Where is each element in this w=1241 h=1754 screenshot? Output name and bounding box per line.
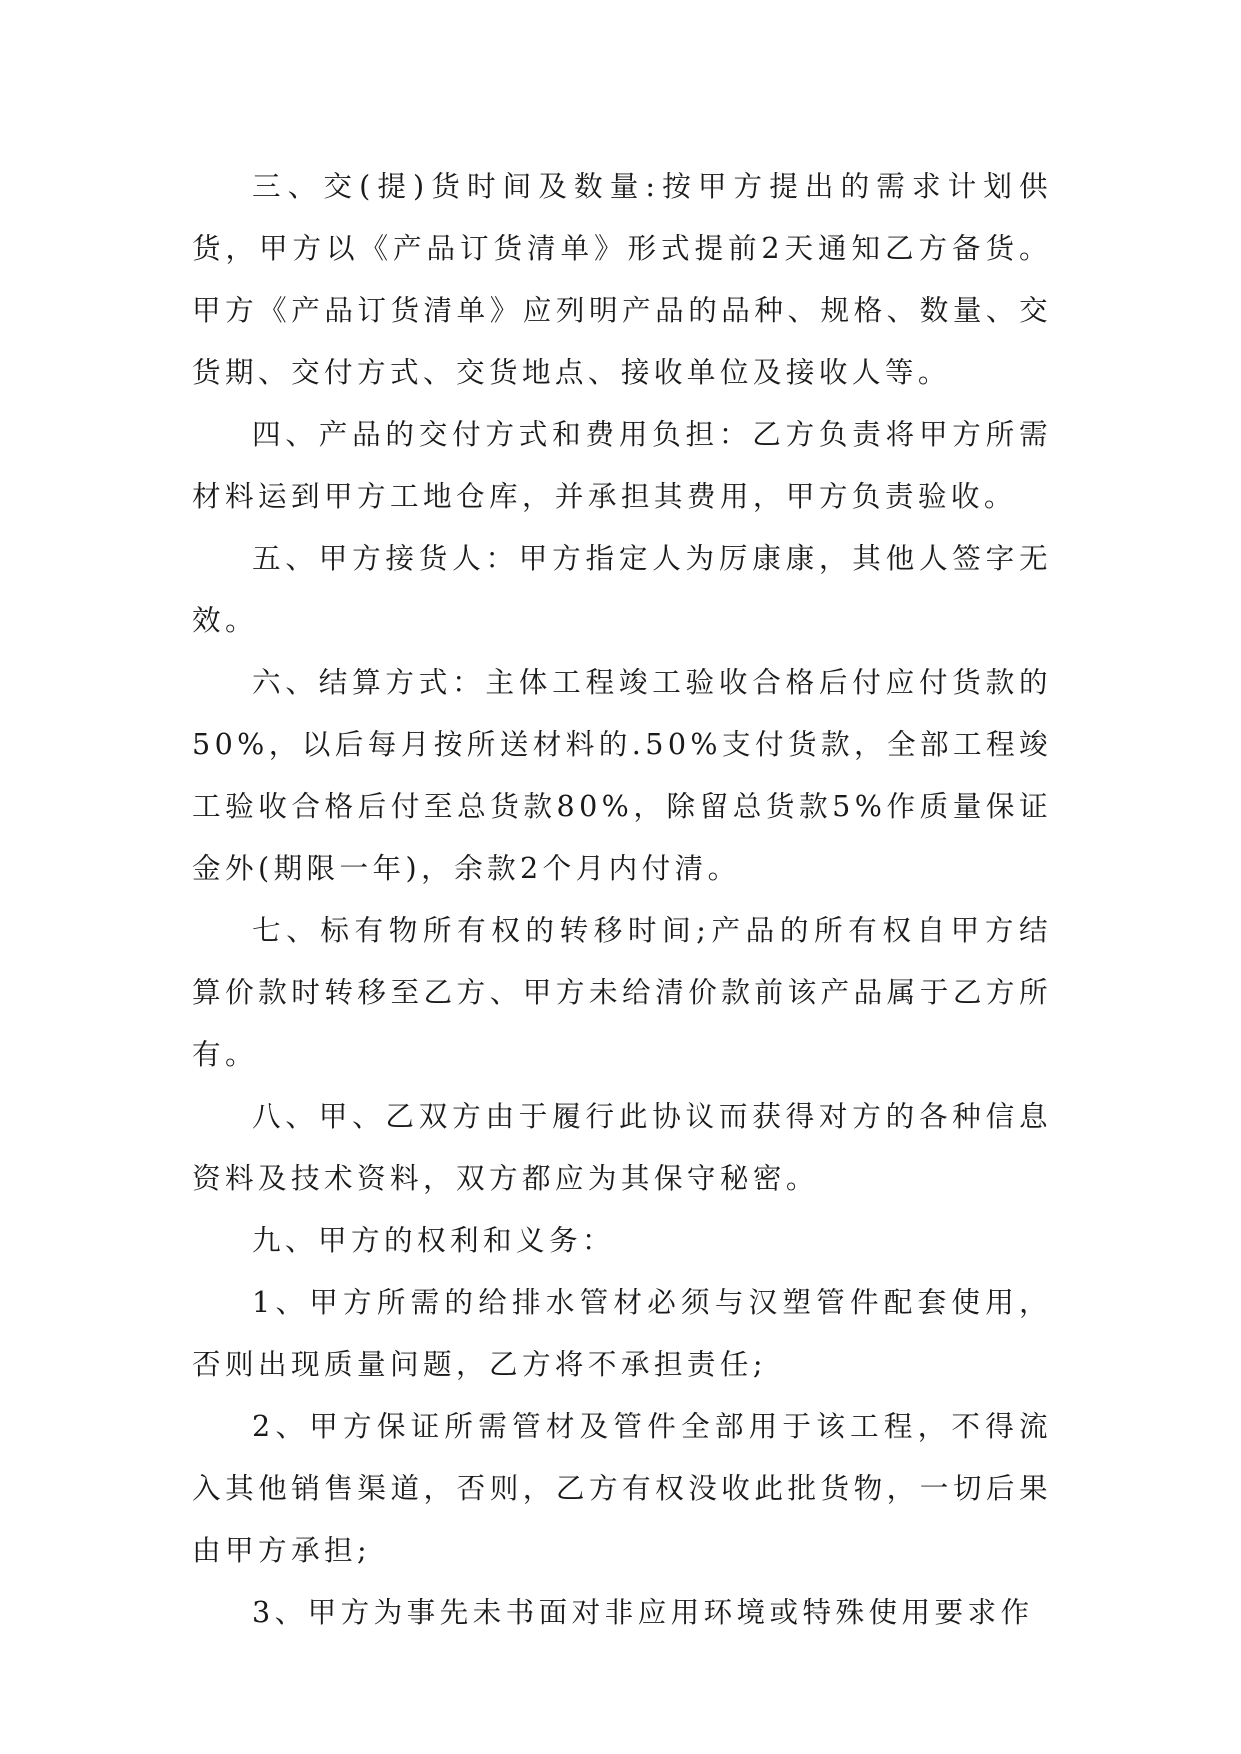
clause-9-item-3: 3、甲方为事先未书面对非应用环境或特殊使用要求作 bbox=[252, 1595, 1034, 1629]
document-body bbox=[192, 155, 1052, 1643]
clause-9-heading: 九、甲方的权利和义务： bbox=[252, 1223, 615, 1257]
clause-9-item-2: 2、甲方保证所需管材及管件全部用于该工程，不得流入其他销售渠道，否则，乙方有权没收此批货物，一切后果由甲方承担; bbox=[192, 1409, 1052, 1567]
clause-5-receiver: 五、甲方接货人：甲方指定人为厉康康，其他人签字无效。 bbox=[192, 541, 1052, 637]
clause-3-delivery-time: 三、交(提)货时间及数量:按甲方提出的需求计划供货，甲方以《产品订货清单》形式提前2天通知乙方备货。甲方《产品订货清单》应列明产品的品种、规格、数量、交货期、交付方式、交货地点、接收单位及接收人等。 bbox=[192, 169, 1052, 389]
clause-7-ownership-transfer: 七、标有物所有权的转移时间;产品的所有权自甲方结算价款时转移至乙方、甲方未给清价款前该产品属于乙方所有。 bbox=[192, 913, 1052, 1071]
clause-4-delivery-method: 四、产品的交付方式和费用负担：乙方负责将甲方所需材料运到甲方工地仓库，并承担其费用，甲方负责验收。 bbox=[192, 417, 1052, 513]
clause-8-confidentiality: 八、甲、乙双方由于履行此协议而获得对方的各种信息资料及技术资料，双方都应为其保守秘密。 bbox=[192, 1099, 1052, 1195]
clause-6-settlement: 六、结算方式：主体工程竣工验收合格后付应付货款的50%，以后每月按所送材料的.50%支付货款，全部工程竣工验收合格后付至总货款80%，除留总货款5%作质量保证金外(期限一年)，余款2个月内付清。 bbox=[192, 665, 1052, 885]
clause-9-item-1: 1、甲方所需的给排水管材必须与汉塑管件配套使用，否则出现质量问题，乙方将不承担责任; bbox=[192, 1285, 1052, 1381]
